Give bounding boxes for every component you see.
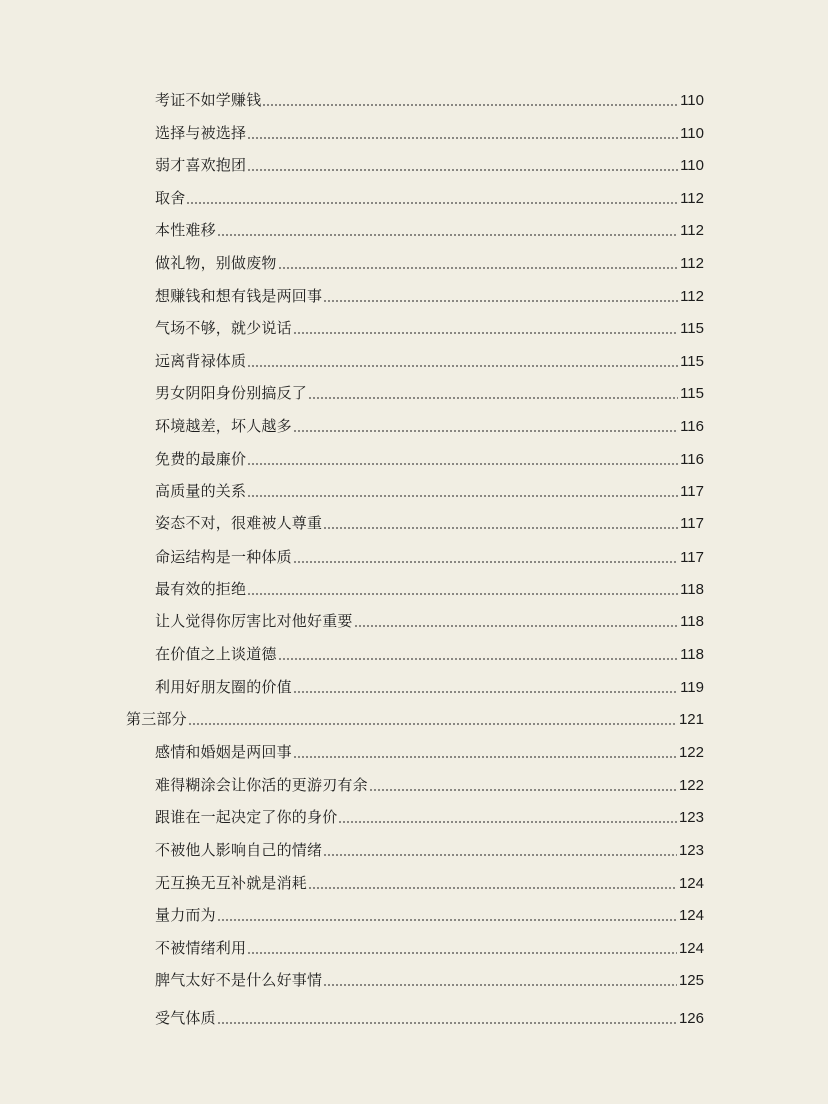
dot-leader [323,984,677,986]
toc-entry-title: 感情和婚姻是两回事 [155,743,292,761]
toc-entry-title: 最有效的拒绝 [155,580,247,598]
toc-entry-page: 112 [680,288,704,305]
toc-entry[interactable] [155,414,704,438]
toc-entry-title: 选择与被选择 [155,124,247,142]
dot-leader [247,593,678,595]
toc-entry-page: 124 [678,875,704,892]
toc-entry-page: 118 [680,613,704,630]
toc-entry[interactable] [155,740,704,764]
toc-entry-page: 119 [680,679,704,696]
dot-leader [354,625,678,627]
toc-entry-title: 做礼物，别做废物 [155,254,277,272]
toc-entry-page: 121 [678,711,704,728]
dot-leader [323,854,677,856]
toc-entry-page: 116 [680,418,704,435]
toc-entry-title: 受气体质 [155,1009,216,1027]
toc-entry-title: 量力而为 [155,906,216,924]
toc-entry-page: 112 [680,255,704,272]
toc-entry[interactable] [155,284,704,308]
toc-entry[interactable] [155,316,704,340]
toc-entry-title: 高质量的关系 [155,482,247,500]
dot-leader [217,234,678,236]
toc-entry[interactable] [155,349,704,373]
dot-leader [308,397,678,399]
toc-entry-title: 无互换无互补就是消耗 [155,874,308,892]
dot-leader [293,332,678,334]
toc-entry-page: 118 [680,581,704,598]
toc-entry[interactable] [155,121,704,145]
toc-entry-page: 122 [678,744,704,761]
toc-entry-title: 弱才喜欢抱团 [155,156,247,174]
toc-entry-title: 难得糊涂会让你活的更游刃有余 [155,776,368,794]
toc-entry[interactable] [155,1006,704,1030]
toc-entry-title: 环境越差，坏人越多 [155,417,292,435]
toc-entry-page: 124 [678,907,704,924]
toc-entry-page: 123 [678,842,704,859]
toc-entry-page: 118 [680,646,704,663]
toc-entry-title: 不被情绪利用 [155,939,247,957]
toc-entry[interactable] [155,903,704,927]
dot-leader [186,202,678,204]
toc-entry[interactable] [155,153,704,177]
dot-leader [217,919,677,921]
dot-leader [247,137,678,139]
toc-entry-page: 110 [680,92,704,109]
toc-entry-title: 想赚钱和想有钱是两回事 [155,287,323,305]
toc-entry-page: 125 [678,972,704,989]
dot-leader [308,887,677,889]
toc-entry[interactable] [155,251,704,275]
dot-leader [369,789,677,791]
toc-entry-title: 气场不够，就少说话 [155,319,292,337]
dot-leader [323,527,678,529]
dot-leader [293,691,678,693]
toc-entry[interactable] [155,218,704,242]
toc-entry-page: 124 [678,940,704,957]
toc-entry-title: 跟谁在一起决定了你的身价 [155,808,338,826]
toc-entry[interactable] [155,88,704,112]
dot-leader [247,365,678,367]
toc-entry-page: 123 [678,809,704,826]
dot-leader [278,658,678,660]
dot-leader [188,723,677,725]
dot-leader [247,463,678,465]
toc-entry-title: 男女阴阳身份别搞反了 [155,384,308,402]
dot-leader [293,756,677,758]
toc-entry-title: 远离背禄体质 [155,352,247,370]
toc-entry[interactable] [155,609,704,633]
dot-leader [247,169,678,171]
toc-entry-title: 脾气太好不是什么好事情 [155,971,323,989]
toc-entry[interactable] [155,511,704,535]
toc-entry-title: 命运结构是一种体质 [155,548,292,566]
toc-entry[interactable] [155,447,704,471]
toc-entry-page: 126 [678,1010,704,1027]
toc-entry-title: 在价值之上谈道德 [155,645,277,663]
dot-leader [338,821,677,823]
toc-entry-title: 不被他人影响自己的情绪 [155,841,323,859]
toc-entry[interactable] [155,545,704,569]
toc-entry[interactable] [155,381,704,405]
toc-entry-page: 117 [680,549,704,566]
dot-leader [247,952,677,954]
dot-leader [262,104,678,106]
toc-entry[interactable] [155,186,704,210]
toc-entry-title: 本性难移 [155,221,216,239]
toc-entry-page: 122 [678,777,704,794]
toc-entry-title: 考证不如学赚钱 [155,91,262,109]
toc-entry-title: 取舍 [155,189,186,207]
toc-entry[interactable] [155,675,704,699]
dot-leader [293,430,678,432]
toc-entry[interactable] [155,936,704,960]
toc-entry-page: 112 [680,222,704,239]
toc-entry-title: 让人觉得你厉害比对他好重要 [155,612,353,630]
toc-entry-title: 免费的最廉价 [155,450,247,468]
toc-entry-page: 117 [680,515,704,532]
toc-entry-title: 利用好朋友圈的价值 [155,678,292,696]
dot-leader [278,267,678,269]
toc-entry[interactable] [155,968,704,992]
toc-entry[interactable] [155,773,704,797]
dot-leader [293,561,678,563]
toc-entry-page: 117 [680,483,704,500]
toc-entry-page: 115 [680,320,704,337]
toc-entry[interactable] [155,479,704,503]
toc-entry-page: 115 [680,353,704,370]
toc-entry[interactable] [155,805,704,829]
toc-entry[interactable] [155,577,704,601]
toc-entry-title: 姿态不对，很难被人尊重 [155,514,323,532]
toc-entry[interactable] [155,642,704,666]
toc-entry-page: 110 [680,157,704,174]
dot-leader [323,300,678,302]
toc-entry[interactable] [155,871,704,895]
toc-entry-page: 116 [680,451,704,468]
dot-leader [247,495,678,497]
toc-entry-page: 110 [680,125,704,142]
toc-part-heading[interactable] [126,707,704,731]
toc-entry[interactable] [155,838,704,862]
toc-entry-page: 115 [680,385,704,402]
toc-entry-title: 第三部分 [126,710,187,728]
dot-leader [217,1022,677,1024]
toc-entry-page: 112 [680,190,704,207]
